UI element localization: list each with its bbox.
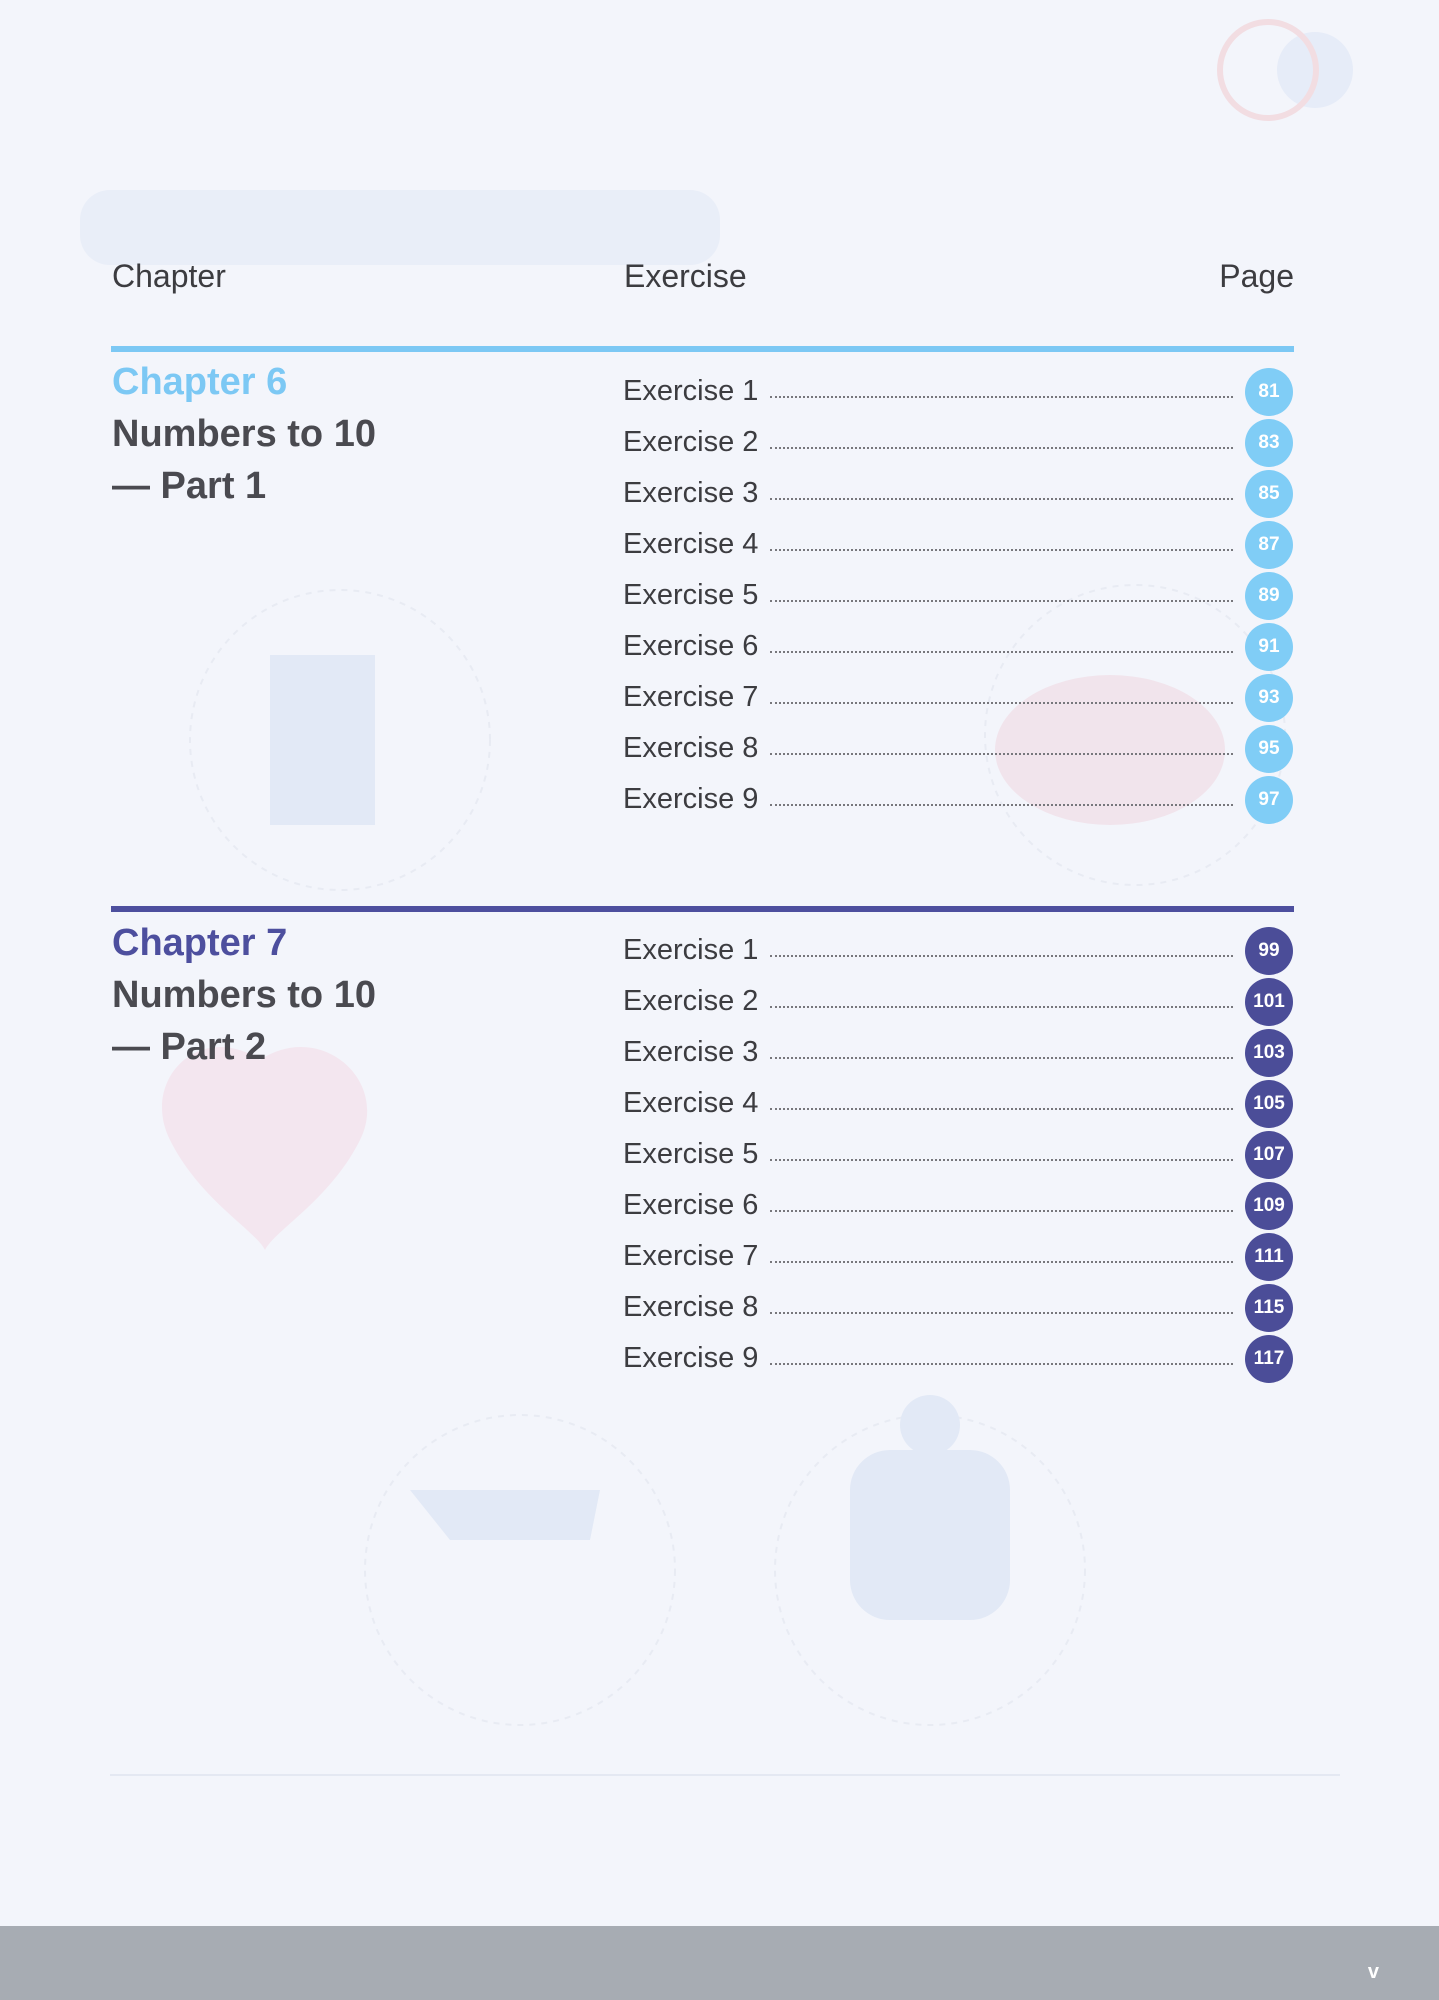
page-number-badge: 95 [1245,725,1293,773]
dot-leader [770,1006,1233,1008]
page-number-badge: 107 [1245,1131,1293,1179]
dot-leader [770,549,1233,551]
chapter-number: Chapter 7 [112,922,288,964]
exercise-label: Exercise 4 [623,1087,759,1119]
dot-leader [770,753,1233,755]
page-number-badge: 93 [1245,674,1293,722]
chapter-part: — Part 1 [112,465,267,507]
page-number-badge: 97 [1245,776,1293,824]
page-number: v [1367,1961,1379,1983]
dot-leader [770,1108,1233,1110]
dot-leader [770,955,1233,957]
exercise-row[interactable] [623,468,1293,519]
dot-leader [770,1057,1233,1059]
exercise-row[interactable] [623,519,1293,570]
exercise-label: Exercise 5 [623,579,759,611]
chapter-number: Chapter 6 [112,361,288,403]
exercise-row[interactable] [623,774,1293,825]
page-number-badge: 81 [1245,368,1293,416]
exercise-label: Exercise 4 [623,528,759,560]
section-divider [111,346,1294,352]
footer-bar [0,1926,1439,2000]
page-number-badge: 91 [1245,623,1293,671]
page-number-badge: 103 [1245,1029,1293,1077]
exercise-row[interactable] [623,366,1293,417]
exercise-label: Exercise 2 [623,985,759,1017]
exercise-row[interactable] [623,1333,1293,1384]
page-number-badge: 101 [1245,978,1293,1026]
exercise-row[interactable] [623,1027,1293,1078]
dot-leader [770,1210,1233,1212]
exercise-row[interactable] [623,976,1293,1027]
exercise-row[interactable] [623,723,1293,774]
page-number-badge: 105 [1245,1080,1293,1128]
exercise-row[interactable] [623,1282,1293,1333]
exercise-row[interactable] [623,1231,1293,1282]
exercise-row[interactable] [623,621,1293,672]
dot-leader [770,396,1233,398]
dot-leader [770,498,1233,500]
exercise-label: Exercise 6 [623,1189,759,1221]
chapter-title: Numbers to 10 [112,413,376,455]
dot-leader [770,1363,1233,1365]
page-number-badge: 89 [1245,572,1293,620]
page-number-badge: 115 [1245,1284,1293,1332]
exercise-row[interactable] [623,570,1293,621]
exercise-label: Exercise 7 [623,681,759,713]
exercise-label: Exercise 8 [623,732,759,764]
page-number-badge: 111 [1245,1233,1293,1281]
exercise-label: Exercise 8 [623,1291,759,1323]
exercise-row[interactable] [623,672,1293,723]
exercise-label: Exercise 6 [623,630,759,662]
dot-leader [770,1312,1233,1314]
exercise-label: Exercise 2 [623,426,759,458]
page-number-badge: 83 [1245,419,1293,467]
chapter-heading [112,917,376,1073]
page-column-header: Page [1219,258,1294,294]
chapter-column-header: Chapter [112,258,226,294]
chapter-part: — Part 2 [112,1026,267,1068]
exercise-label: Exercise 9 [623,1342,759,1374]
dot-leader [770,651,1233,653]
page-number-badge: 87 [1245,521,1293,569]
exercise-list [623,925,1293,1384]
dot-leader [770,804,1233,806]
exercise-label: Exercise 7 [623,1240,759,1272]
exercise-row[interactable] [623,1180,1293,1231]
exercise-label: Exercise 3 [623,1036,759,1068]
section-divider [111,906,1294,912]
exercise-row[interactable] [623,417,1293,468]
dot-leader [770,1159,1233,1161]
exercise-label: Exercise 5 [623,1138,759,1170]
page-number-badge: 99 [1245,927,1293,975]
dot-leader [770,600,1233,602]
page-number-badge: 85 [1245,470,1293,518]
exercise-label: Exercise 3 [623,477,759,509]
exercise-label: Exercise 1 [623,934,759,966]
dot-leader [770,447,1233,449]
exercise-row[interactable] [623,1129,1293,1180]
page-number-badge: 117 [1245,1335,1293,1383]
chapter-heading [112,356,376,512]
dot-leader [770,702,1233,704]
exercise-list [623,366,1293,825]
exercise-column-header: Exercise [624,258,747,294]
exercise-row[interactable] [623,1078,1293,1129]
page-number-badge: 109 [1245,1182,1293,1230]
chapter-title: Numbers to 10 [112,974,376,1016]
exercise-label: Exercise 9 [623,783,759,815]
exercise-label: Exercise 1 [623,375,759,407]
exercise-row[interactable] [623,925,1293,976]
dot-leader [770,1261,1233,1263]
